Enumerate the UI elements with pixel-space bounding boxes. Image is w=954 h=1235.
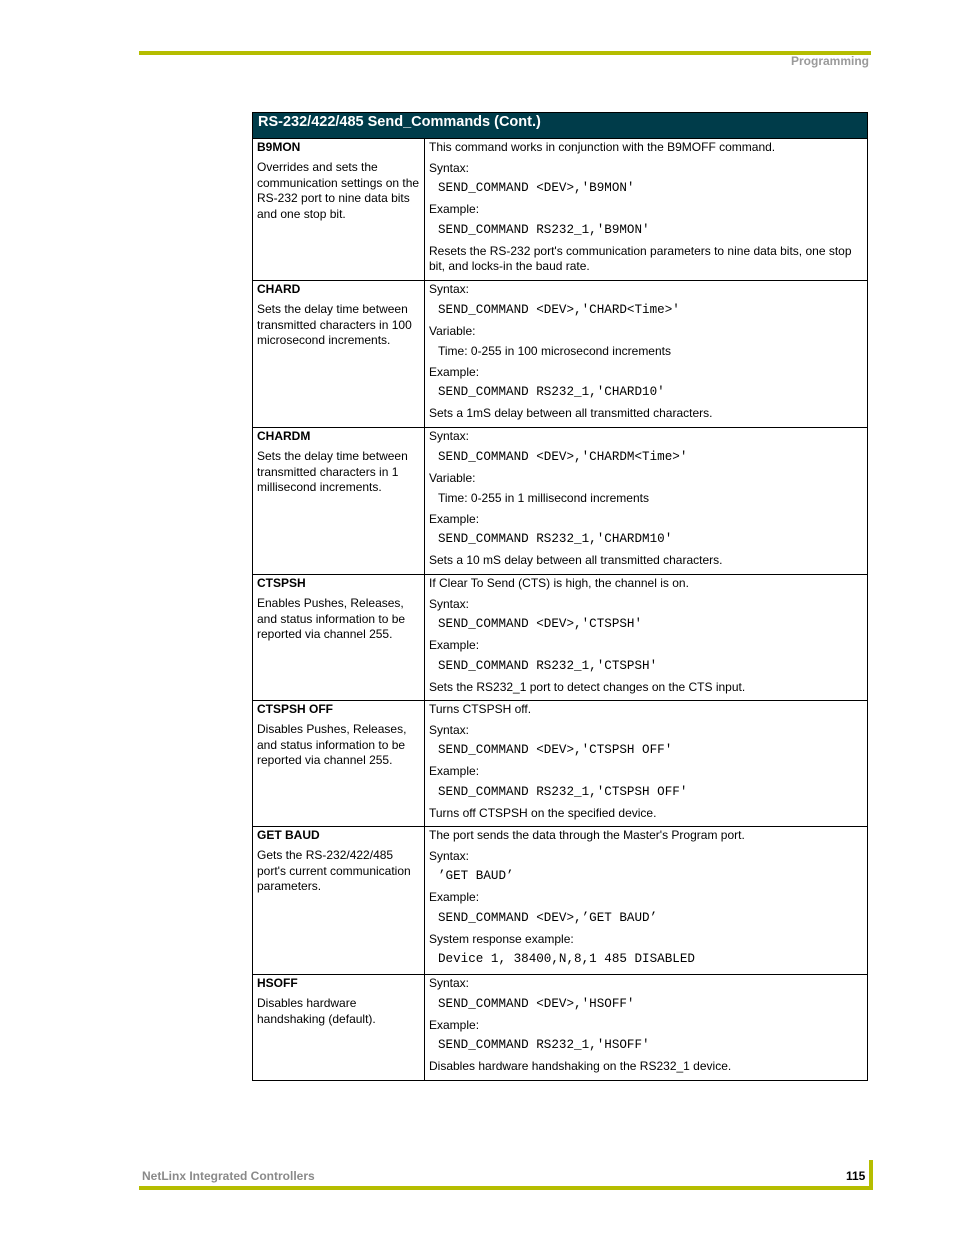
detail-text: Turns off CTSPSH on the specified device. [429, 805, 657, 820]
detail-text: Example: [429, 890, 480, 904]
detail-text: Variable: [429, 470, 476, 485]
code-example: SEND_COMMAND <DEV>,'HSOFF' [438, 996, 635, 1011]
command-detail-cell [425, 575, 868, 701]
command-detail-cell [425, 281, 868, 428]
code-example: SEND_COMMAND <DEV>,'B9MON' [438, 181, 635, 195]
table-title: RS-232/422/485 Send_Commands (Cont.) [253, 113, 868, 139]
detail-text: Example: [429, 202, 480, 216]
code-example: ’GET BAUD’ [438, 869, 514, 883]
detail-text: Syntax: [429, 282, 470, 296]
code-example: SEND_COMMAND <DEV>,'CHARDM<Time>' [438, 449, 688, 464]
command-detail-cell [425, 139, 868, 281]
detail-text: Syntax: [429, 848, 470, 863]
command-name: B9MON [257, 140, 301, 154]
detail-text: Syntax: [429, 976, 470, 990]
command-detail-cell [425, 827, 868, 975]
command-row [253, 281, 868, 428]
code-example: SEND_COMMAND <DEV>,’GET BAUD’ [438, 910, 658, 925]
code-example: SEND_COMMAND RS232_1,'CTSPSH' [438, 658, 658, 673]
code-example: SEND_COMMAND <DEV>,'CTSPSH' [438, 617, 643, 631]
command-description: Sets the delay time between transmitted characters in 100 microsecond increments. [257, 302, 412, 347]
footer-rule [139, 1186, 873, 1190]
send-commands-table [252, 112, 868, 1081]
detail-text: Example: [429, 1017, 480, 1032]
detail-text: Sets a 10 mS delay between all transmitted characters. [429, 553, 723, 567]
command-row [253, 827, 868, 975]
command-detail-cell [425, 975, 868, 1081]
footer-title: NetLinx Integrated Controllers [142, 1169, 315, 1183]
command-name: HSOFF [257, 976, 298, 990]
command-detail-cell [425, 428, 868, 575]
detail-text: Syntax: [429, 160, 470, 175]
detail-text: Example: [429, 511, 480, 526]
detail-text: The port sends the data through the Master's Program port. [429, 828, 745, 842]
detail-text: Turns CTSPSH off. [429, 702, 532, 716]
detail-text: System response example: [429, 931, 574, 946]
code-example: Device 1, 38400,N,8,1 485 DISABLED [438, 952, 695, 966]
command-description: Gets the RS-232/422/485 port's current communication parameters. [257, 848, 411, 893]
command-cell [253, 827, 425, 975]
command-row [253, 975, 868, 1081]
command-row [253, 139, 868, 281]
detail-text: Resets the RS-232 port's communication parameters to nine data bits, one stop bit, and locks-in the baud rate. [429, 243, 852, 273]
command-name: CTSPSH [257, 576, 306, 590]
command-row [253, 428, 868, 575]
code-example: SEND_COMMAND RS232_1,'CTSPSH OFF' [438, 784, 688, 799]
page-number: 115 [846, 1169, 866, 1183]
section-label: Programming [790, 54, 869, 68]
command-row [253, 701, 868, 827]
detail-text: Example: [429, 364, 480, 379]
command-description: Sets the delay time between transmitted characters in 1 millisecond increments. [257, 449, 408, 494]
code-example: SEND_COMMAND RS232_1,'B9MON' [438, 222, 650, 237]
code-example: SEND_COMMAND RS232_1,'HSOFF' [438, 1038, 650, 1052]
detail-text: Syntax: [429, 722, 470, 737]
command-name: CHARD [257, 282, 301, 296]
table-header-row [253, 113, 868, 139]
command-cell [253, 701, 425, 827]
detail-text: Time: 0-255 in 100 microsecond increments [438, 344, 671, 358]
header-rule [139, 51, 871, 55]
command-row [253, 575, 868, 701]
command-cell [253, 428, 425, 575]
code-example: SEND_COMMAND RS232_1,'CHARD10' [438, 385, 665, 399]
command-detail-cell [425, 701, 868, 827]
detail-text: Syntax: [429, 596, 470, 611]
code-example: SEND_COMMAND RS232_1,'CHARDM10' [438, 532, 673, 546]
command-description: Disables hardware handshaking (default). [257, 996, 376, 1026]
command-description: Overrides and sets the communication settings on the RS-232 port to nine data bits and one stop bit. [257, 160, 420, 221]
command-name: GET BAUD [257, 828, 320, 842]
detail-text: This command works in conjunction with the B9MOFF command. [429, 140, 776, 154]
detail-text: Variable: [429, 323, 476, 338]
detail-text: Sets the RS232_1 port to detect changes on the CTS input. [429, 679, 746, 694]
detail-text: Time: 0-255 in 1 millisecond increments [438, 491, 649, 505]
detail-text: Syntax: [429, 429, 470, 443]
detail-text: Sets a 1mS delay between all transmitted characters. [429, 406, 713, 420]
detail-text: If Clear To Send (CTS) is high, the channel is on. [429, 576, 689, 590]
page-number-bar [869, 1160, 873, 1190]
command-cell [253, 281, 425, 428]
command-name: CHARDM [257, 429, 311, 443]
code-example: SEND_COMMAND <DEV>,'CTSPSH OFF' [438, 743, 673, 757]
command-name: CTSPSH OFF [257, 702, 334, 716]
command-description: Enables Pushes, Releases, and status information to be reported via channel 255. [257, 596, 406, 641]
command-cell [253, 575, 425, 701]
detail-text: Disables hardware handshaking on the RS232_1 device. [429, 1059, 732, 1073]
command-description: Disables Pushes, Releases, and status information to be reported via channel 255. [257, 722, 407, 767]
detail-text: Example: [429, 764, 480, 778]
command-cell [253, 139, 425, 281]
detail-text: Example: [429, 638, 480, 652]
command-cell [253, 975, 425, 1081]
code-example: SEND_COMMAND <DEV>,'CHARD<Time>' [438, 302, 680, 317]
